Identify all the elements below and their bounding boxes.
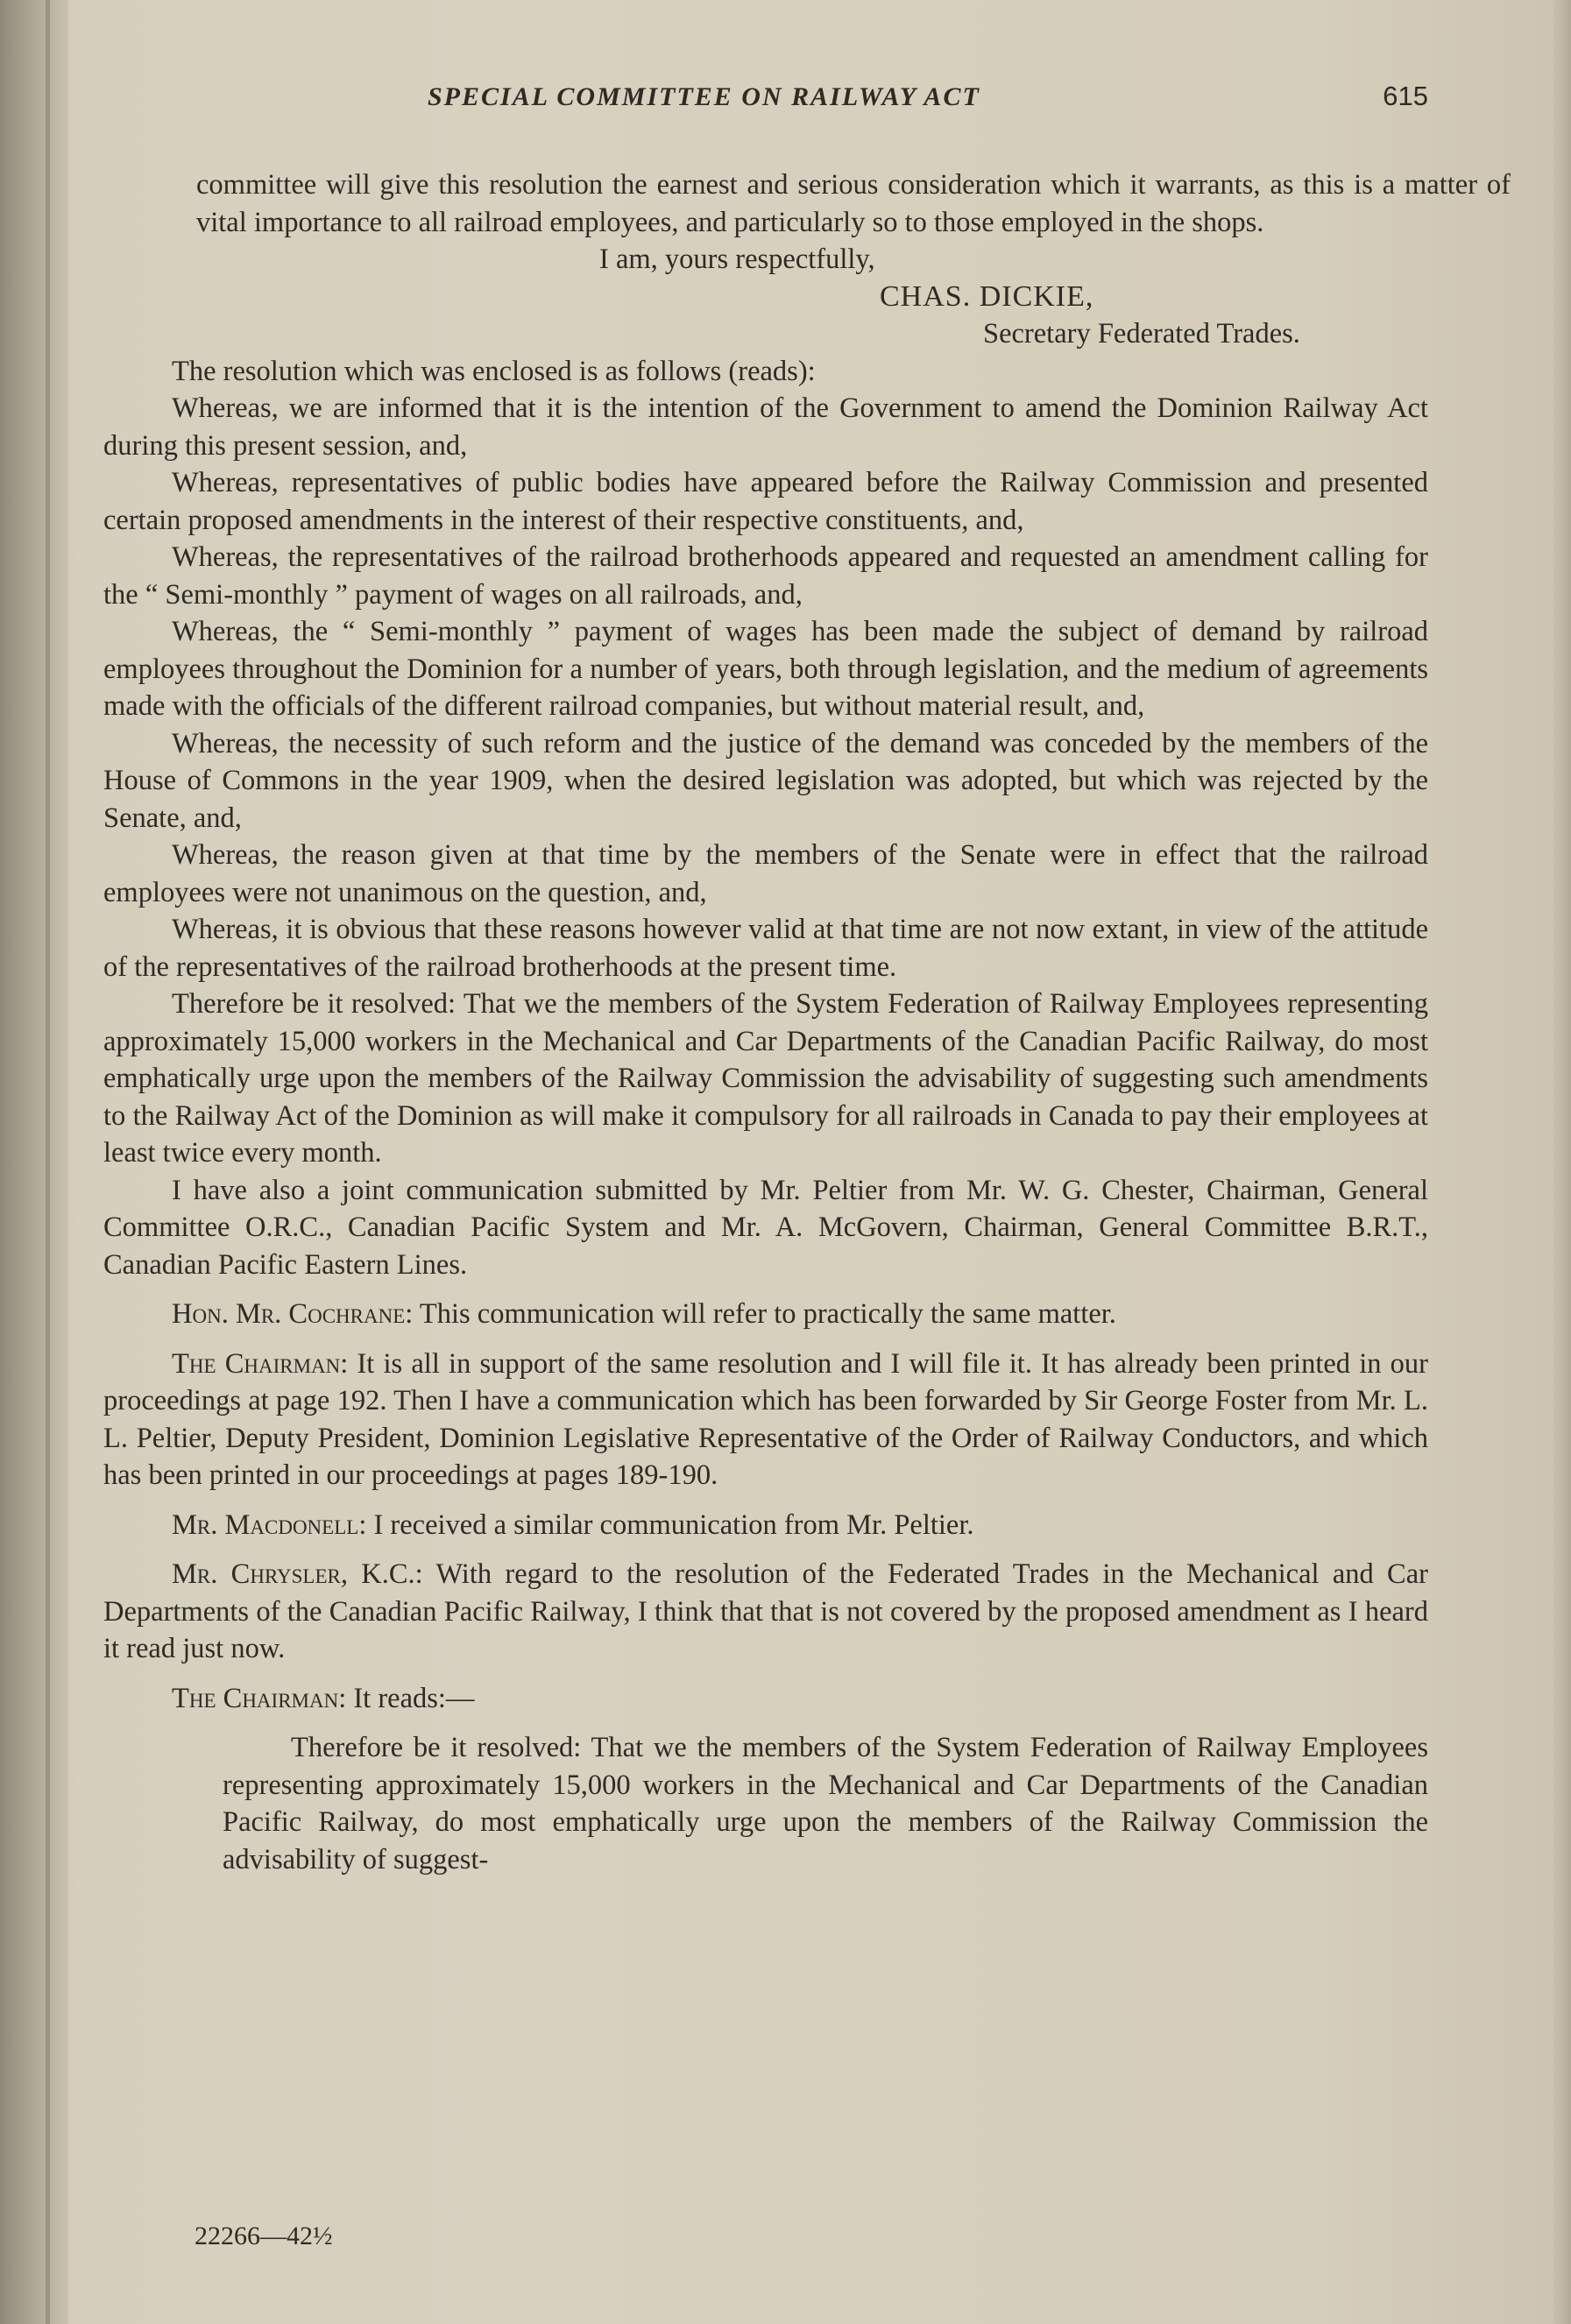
spacer <box>103 1494 1428 1507</box>
speaker-name: Mr. Chrysler, K.C.: <box>172 1558 423 1590</box>
letter-continuation: committee will give this resolution the earnest and serious consideration which it warrants, as this is a matter of vital importance to all railroad employees, and particularly so to those employed in the shops. <box>196 169 1511 238</box>
page-edge <box>1553 0 1571 2324</box>
spacer <box>103 1668 1428 1680</box>
gutter-shadow <box>46 0 50 2324</box>
letter-closing: I am, yours respectfully, <box>599 244 875 275</box>
signature-name: CHAS. DICKIE, <box>880 279 1094 313</box>
page-header <box>96 75 1428 123</box>
dialogue-paragraph <box>103 1680 1428 1718</box>
body-text <box>103 166 1511 1878</box>
dialogue-paragraph <box>103 1556 1428 1668</box>
speech-text: It is all in support of the same resolution and I will file it. It has already been printed in our proceedings at page 192. Then I have a communication which has been forwarded by Sir George Foster from Mr. L. L. Peltier, Deputy President, Dominion Legislative Representative of the Order of Railway Conductors, and which has been printed in our proceedings at pages 189-190. <box>103 1347 1429 1491</box>
resolution-paragraph: Whereas, it is obvious that these reasons however valid at that time are not now extant, in view of the attitude of the representatives of the railroad brotherhoods at the present time. <box>103 914 1428 983</box>
dialogue-paragraph <box>103 1346 1428 1494</box>
page-number: 615 <box>1383 81 1428 111</box>
signature-mark: 22266—42½ <box>195 2222 333 2250</box>
spacer <box>103 1717 1428 1729</box>
book-gutter <box>0 0 68 2324</box>
resolution-paragraph: I have also a joint communication submitted by Mr. Peltier from Mr. W. G. Chester, Chairman, General Committee O.R.C., Canadian Pacific System and Mr. A. McGovern, Chairman, General Committee B.R.T., Canadian Pacific Eastern Lines. <box>103 1174 1428 1281</box>
resolution-paragraph: Whereas, we are informed that it is the intention of the Government to amend the Dominion Railway Act during this present session, and, <box>103 392 1428 462</box>
dialogue-paragraph <box>103 1507 1428 1544</box>
spacer <box>103 1543 1428 1556</box>
quoted-resolution-block <box>103 1729 1428 1878</box>
speaker-name: The Chairman: <box>172 1682 347 1714</box>
quoted-resolution: Therefore be it resolved: That we the members of the System Federation of Railway Employees representing approximately 15,000 workers in the Mechanical and Car Departments of the Canadian Pacific Railway, do most emphatically urge upon the members of the Railway Commission the advisability of suggest- <box>223 1732 1428 1875</box>
resolution-paragraph: Whereas, representatives of public bodies have appeared before the Railway Commission and presented certain proposed amendments in the interest of their respective constituents, and, <box>103 467 1428 536</box>
speech-text: This communication will refer to practically the same matter. <box>419 1298 1116 1330</box>
dialogue-paragraph <box>103 1296 1428 1333</box>
speaker-name: Hon. Mr. Cochrane: <box>172 1298 414 1330</box>
resolution-paragraph: Whereas, the representatives of the railroad brotherhoods appeared and requested an amendment calling for the “ Semi-monthly ” payment of wages on all railroads, and, <box>103 541 1428 611</box>
resolution-paragraph: Whereas, the reason given at that time by the members of the Senate were in effect that the railroad employees were not unanimous on the question, and, <box>103 839 1428 908</box>
resolution-paragraph: Whereas, the necessity of such reform and the justice of the demand was conceded by the members of the House of Commons in the year 1909, when the desired legislation was adopted, but which was rejected by the Senate, and, <box>103 727 1428 834</box>
speech-text: I received a similar communication from Mr. Peltier. <box>373 1508 974 1541</box>
speaker-name: The Chairman: <box>172 1347 349 1380</box>
signature-title: Secretary Federated Trades. <box>983 318 1300 350</box>
resolution-paragraph: Therefore be it resolved: That we the members of the System Federation of Railway Employees representing approximately 15,000 workers in the Mechanical and Car Departments of the Canadian Pacific Railway, do most emphatically urge upon the members of the Railway Commission the advisability of suggesting such amendments to the Railway Act of the Dominion as will make it compulsory for all railroads in Canada to pay their employees at least twice every month. <box>103 988 1428 1169</box>
spacer <box>103 1283 1428 1296</box>
running-head: SPECIAL COMMITTEE ON RAILWAY ACT <box>428 82 980 111</box>
speech-text: It reads:— <box>353 1682 475 1714</box>
speech-text: With regard to the resolution of the Federated Trades in the Mechanical and Car Departments of the Canadian Pacific Railway, I think that that is not covered by the proposed amendment as I heard it read just now. <box>103 1558 1428 1664</box>
resolution-paragraph: Whereas, the “ Semi-monthly ” payment of wages has been made the subject of demand by railroad employees throughout the Dominion for a number of years, both through legislation, and the medium of agreements made with the officials of the different railroad companies, but without material result, and, <box>103 616 1428 722</box>
speaker-name: Mr. Macdonell: <box>172 1508 367 1541</box>
spacer <box>103 1333 1428 1346</box>
resolution-paragraph: The resolution which was enclosed is as follows (reads): <box>172 355 816 387</box>
